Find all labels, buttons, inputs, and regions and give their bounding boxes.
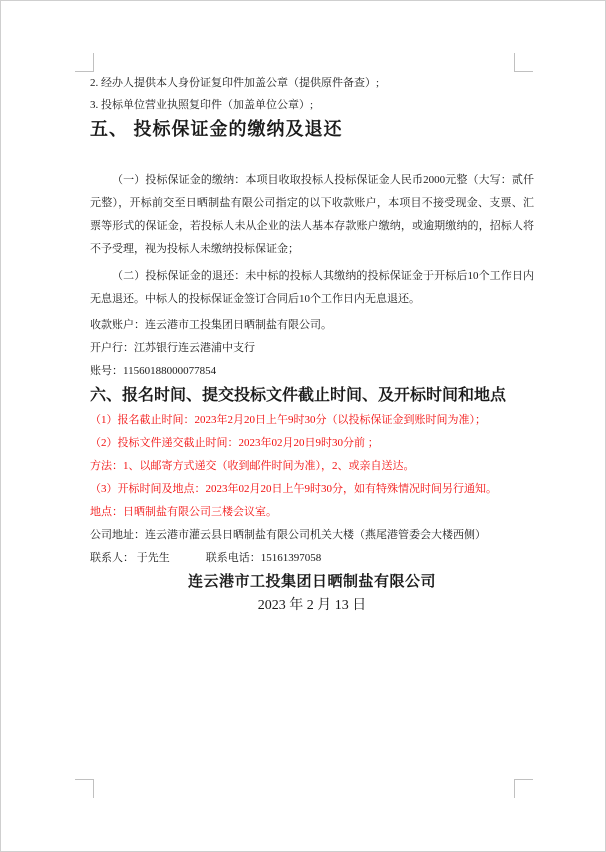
prelim-item-3: 3. 投标单位营业执照复印件（加盖单位公章）; bbox=[90, 99, 314, 111]
payee-account-line: 收款账户：连云港市工投集团日晒制盐有限公司。 bbox=[90, 319, 332, 331]
contact-person: 联系人： 于先生 bbox=[90, 552, 170, 564]
contact-phone: 联系电话：15161397058 bbox=[205, 552, 322, 564]
crop-mark-top-right bbox=[514, 53, 533, 72]
section-six-number: 六、 bbox=[90, 387, 123, 404]
delivery-method-line: 方法：1、以邮寄方式递交（收到邮件时间为准），2、或亲自送达。 bbox=[90, 460, 415, 472]
section-five-heading bbox=[90, 116, 534, 142]
section-five-title: 投标保证金的缴纳及退还 bbox=[133, 119, 343, 139]
deposit-refund-paragraph: （二）投标保证金的退还：未中标的投标人其缴纳的投标保证金于开标后10个工作日内无息退还。中标人的投标保证金签订合同后10个工作日内无息退还。 bbox=[90, 270, 534, 305]
crop-mark-bottom-left bbox=[75, 779, 94, 798]
bank-line: 开户行：江苏银行连云港浦中支行 bbox=[90, 342, 255, 354]
company-address-line: 公司地址：连云港市灌云县日晒制盐有限公司机关大楼（燕尾港管委会大楼西侧） bbox=[90, 529, 486, 541]
section-six-heading bbox=[90, 383, 534, 409]
section-six-title: 报名时间、提交投标文件截止时间、及开标时间和地点 bbox=[122, 387, 507, 404]
document-content bbox=[90, 72, 534, 617]
prelim-item-2: 2. 经办人提供本人身份证复印件加盖公章（提供原件备查）; bbox=[90, 77, 380, 89]
registration-deadline-line: （1）报名截止时间：2023年2月20日上午9时30分（以投标保证金到账时间为准）； bbox=[90, 414, 486, 426]
bid-opening-place-line: 地点：日晒制盐有限公司三楼会议室。 bbox=[90, 506, 277, 518]
section-five-number: 五、 bbox=[90, 119, 128, 139]
account-number-line: 账号：11560188000077854 bbox=[90, 365, 217, 377]
crop-mark-bottom-right bbox=[514, 779, 533, 798]
crop-mark-top-left bbox=[75, 53, 94, 72]
signature-date: 2023 年 2 月 13 日 bbox=[257, 598, 367, 613]
contact-line bbox=[90, 547, 534, 570]
signature-company: 连云港市工投集团日晒制盐有限公司 bbox=[187, 573, 436, 590]
deposit-payment-paragraph: （一）投标保证金的缴纳：本项目收取投标人投标保证金人民币2000元整（大写：贰仟元整），开标前交至日晒制盐有限公司指定的以下收款账户，本项目不接受现金、支票、汇票等形式的保证金，若投标人未从企业的法人基本存款账户缴纳，或逾期缴纳的，招标人将不予受理，视为投标人未缴纳投标保证金； bbox=[90, 174, 534, 255]
bid-opening-time-line: （3）开标时间及地点：2023年02月20日上午9时30分，如有特殊情况时间另行通知。 bbox=[90, 483, 497, 495]
submission-deadline-line: （2）投标文件递交截止时间：2023年02月20日9时30分前 ； bbox=[90, 437, 379, 449]
